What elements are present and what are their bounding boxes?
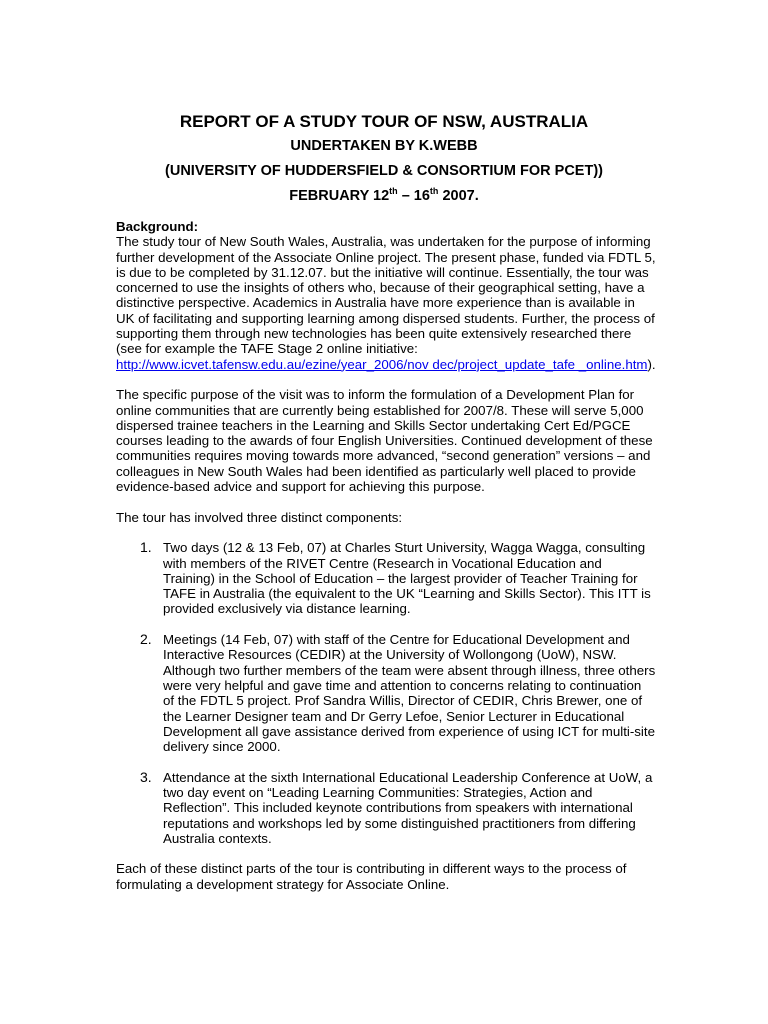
paragraph-1-text: The study tour of New South Wales, Australia, was undertaken for the purpose of informing further development of the Associate Online project. The present phase, funded via FDTL 5, is due to be completed by 31.12.07. but the initiative will continue. Essentially, the tour was concerned to use the insights of others who, because of their geographical setting, have a distinctive perspective. Academics in Australia have more experience than is available in UK of facilitating and supporting learning among dispersed students. Further, the process of supporting them through new technologies has been quite extensively researched there (see for example the TAFE Stage 2 online initiative:	[116, 234, 656, 357]
list-item	[116, 632, 656, 754]
list-item	[116, 540, 656, 616]
report-author-line: UNDERTAKEN BY K.WEBB	[290, 138, 478, 154]
list-item	[116, 770, 656, 846]
report-affiliation-line: (UNIVERSITY OF HUDDERSFIELD & CONSORTIUM FOR PCET))	[165, 163, 603, 179]
report-title: REPORT OF A STUDY TOUR OF NSW, AUSTRALIA	[179, 112, 589, 131]
list-item-number: 2.	[140, 631, 152, 648]
paragraph-1-end: ).	[647, 356, 656, 372]
date-suffix: 2007.	[438, 188, 479, 204]
date-superscript-end: th	[429, 186, 439, 196]
background-paragraph-3: The tour has involved three distinct components:	[116, 509, 403, 525]
report-title-block	[0, 111, 768, 212]
background-paragraph-4: Each of these distinct parts of the tour is contributing in different ways to the process of formulating a development strategy for Associate Online.	[116, 861, 627, 892]
date-middle: – 16	[397, 188, 430, 204]
list-item-text: Meetings (14 Feb, 07) with staff of the Centre for Educational Development and Interactive Resources (CEDIR) at the University of Wollongong (UoW), NSW. Although two further members of the team were absent through illness, three others were very helpful and gave time and attention to concerns relating to continuation of the FDTL 5 project. Prof Sandra Willis, Director of CEDIR, Chris Brewer, one of the Learner Designer team and Dr Gerry Lefoe, Senior Lecturer in Educational Development all gave assistance derived from experience of using ICT for multi-site delivery since 2000.	[163, 632, 656, 755]
list-item-text: Attendance at the sixth International Educational Leadership Conference at UoW, a two day event on “Leading Learning Communities: Strategies, Action and Reflection”. This included keynote contributions from speakers with international reputations and workshops led by some distinguished practitioners from differing Australia contexts.	[163, 769, 653, 846]
report-date-line	[0, 187, 768, 206]
background-heading: Background:	[116, 219, 199, 234]
list-item-number: 3.	[140, 768, 152, 785]
background-paragraph-2: The specific purpose of the visit was to inform the formulation of a Development Plan for online communities that are currently being established for 2007/8. These will serve 5,000 dispersed trainee teachers in the Learning and Skills Sector undertaking Cert Ed/PGCE courses leading to the awards of four English Universities. Continued development of these communities requires moving towards more advanced, “second generation” versions – and colleagues in New South Wales had been identified as particularly well placed to provide evidence-based advice and support for achieving this purpose.	[116, 387, 653, 495]
list-item-text: Two days (12 & 13 Feb, 07) at Charles Sturt University, Wagga Wagga, consulting with members of the RIVET Centre (Research in Vocational Education and Training) in the School of Education – the largest provider of Teacher Training for TAFE in Australia (the equivalent to the UK “Learning and Skills Sector). This ITT is provided exclusively via distance learning.	[163, 540, 651, 617]
tour-components-list	[116, 540, 656, 846]
report-body	[116, 219, 656, 907]
date-prefix: FEBRUARY 12	[289, 188, 390, 204]
date-superscript-start: th	[389, 186, 398, 196]
tafe-initiative-link[interactable]: http://www.icvet.tafensw.edu.au/ezine/year_2006/nov dec/project_update_tafe _online.htm	[116, 356, 648, 372]
background-paragraph-1	[116, 234, 656, 372]
list-item-number: 1.	[140, 539, 152, 556]
